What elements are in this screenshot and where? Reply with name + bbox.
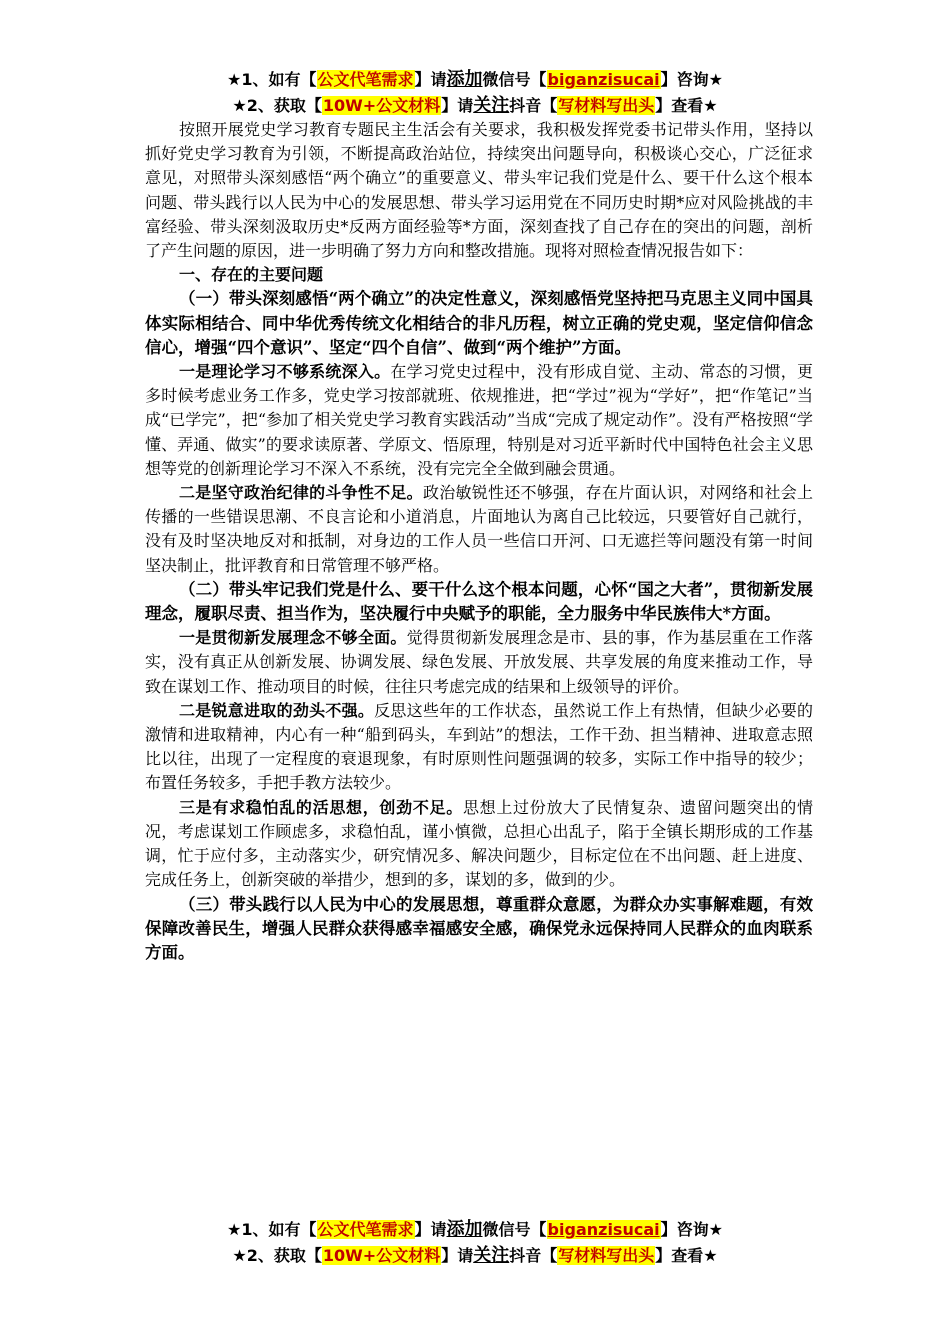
ad-prefix: ★1、如有【: [227, 70, 317, 89]
ad-douyin-name: 写材料写出头: [558, 96, 655, 115]
issue-text: 反思这些年的工作状态，虽然说工作上有热情，但缺少必要的激情和进取精神，内心有一种“船到码头，车到站”的想法，工作干劲、担当精神、进取意志照比以往，出现了一定程度的衰退现象，有时原则性问题强调的较多，实际工作中指导的较少；布置任务较多，手把手教方法较少。: [145, 700, 813, 793]
ad-banner-top-2: [0, 94, 950, 118]
intro-paragraph: 按照开展党史学习教育专题民主生活会有关要求，我积极发挥党委书记带头作用，坚持以抓好党史学习教育为引领，不断提高政治站位，持续突出问题导向，积极谈心交心，广泛征求意见，对照带头深刻感悟“两个确立”的重要意义、带头牢记我们党是什么、要干什么这个根本问题、带头践行以人民为中心的发展思想、带头学习运用党在不同历史时期*应对风险挑战的丰富经验、带头深刻汲取历史*反两方面经验等*方面，深刻查找了自己存在的突出的问题，剖析了产生问题的原因，进一步明确了努力方向和整改措施。现将对照检查情况报告如下：: [145, 120, 813, 261]
ad-text: 微信号【: [482, 1220, 547, 1239]
ad-highlight: 公文代笔需求: [317, 70, 414, 89]
subsection-heading-1: （一）带头深刻感悟“两个确立”的决定性意义，深刻感悟党坚持把马克思主义同中国具体实际相结合、同中华优秀传统文化相结合的非凡历程，树立正确的党史观，坚定信仰信念信心，增强“四个意识”、坚定“四个自信”、做到“两个维护”方面。: [145, 289, 813, 357]
ad-emphasis: 关注: [473, 1245, 510, 1266]
issue-text: 政治敏锐性还不够强，存在片面认识，对网络和社会上传播的一些错误思潮、不良言论和小道消息，片面地认为离自己比较远，只要管好自己就行，没有及时坚决地反对和抵制，对身边的工作人员一些信口开河、口无遮拦等问题没有第一时间坚决制止，批评教育和日常管理不够严格。: [145, 483, 813, 575]
issue-lead: 一是理论学习不够系统深入。: [179, 362, 391, 382]
ad-emphasis: 添加: [446, 1219, 483, 1240]
issue-paragraph-1: [145, 360, 813, 481]
issue-paragraph-5: [145, 796, 813, 893]
ad-text: 】请: [441, 1246, 474, 1265]
ad-prefix: ★2、获取【: [232, 1246, 322, 1265]
issue-paragraph-4: [145, 699, 813, 796]
ad-prefix: ★2、获取【: [232, 96, 322, 115]
ad-suffix: 】咨询★: [660, 1220, 723, 1239]
issue-lead: 一是贯彻新发展理念不够全面。: [179, 628, 407, 648]
document-body: [145, 118, 813, 965]
section-heading: 一、存在的主要问题: [179, 265, 324, 285]
ad-text: 抖音【: [509, 1246, 558, 1265]
issue-paragraph-2: [145, 481, 813, 578]
ad-suffix: 】查看★: [655, 1246, 718, 1265]
ad-suffix: 】咨询★: [660, 70, 723, 89]
ad-banner-top-1: [0, 68, 950, 92]
ad-emphasis: 关注: [473, 95, 510, 116]
issue-text: 觉得贯彻新发展理念是市、县的事，作为基层重在工作落实，没有真正从创新发展、协调发展、绿色发展、开放发展、共享发展的角度来推动工作，导致在谋划工作、推动项目的时候，往往只考虑完成的结果和上级领导的评价。: [145, 628, 813, 696]
ad-wechat-id: biganzisucai: [547, 1220, 660, 1239]
subsection-heading-2: （二）带头牢记我们党是什么、要干什么这个根本问题，心怀“国之大者”，贯彻新发展理念，履职尽责、担当作为，坚决履行中央赋予的职能，全力服务中华民族伟大*方面。: [145, 579, 813, 624]
ad-banner-bottom-2: [0, 1244, 950, 1268]
issue-lead: 三是有求稳怕乱的活思想，创劲不足。: [179, 797, 463, 817]
ad-emphasis: 添加: [446, 69, 483, 90]
issue-lead: 二是坚守政治纪律的斗争性不足。: [179, 483, 423, 503]
ad-text: 微信号【: [482, 70, 547, 89]
ad-text: 】请: [414, 70, 447, 89]
ad-banner-bottom-1: [0, 1218, 950, 1242]
ad-highlight: 10W+公文材料: [322, 1246, 441, 1265]
issue-text: 在学习党史过程中，没有形成自觉、主动、常态的习惯，更多时候考虑业务工作多，党史学习按部就班、依规推进，把“学过”视为“学好”，把“作笔记”当成“已学完”，把“参加了相关党史学习教育实践活动”当成“完成了规定动作”。没有严格按照“学懂、弄通、做实”的要求读原著、学原文、悟原理，特别是对习近平新时代中国特色社会主义思想等党的创新理论学习不深入不系统，没有完完全全做到融会贯通。: [145, 362, 813, 478]
ad-highlight: 公文代笔需求: [317, 1220, 414, 1239]
ad-text: 】请: [414, 1220, 447, 1239]
ad-suffix: 】查看★: [655, 96, 718, 115]
subsection-heading-3: （三）带头践行以人民为中心的发展思想，尊重群众意愿，为群众办实事解难题，有效保障改善民生，增强人民群众获得感幸福感安全感，确保党永远保持同人民群众的血肉联系方面。: [145, 894, 813, 962]
ad-wechat-id: biganzisucai: [547, 70, 660, 89]
ad-text: 抖音【: [509, 96, 558, 115]
issue-text: 思想上过份放大了民情复杂、遗留问题突出的情况，考虑谋划工作顾虑多，求稳怕乱，谨小慎微，总担心出乱子，陷于全镇长期形成的工作基调，忙于应付多，主动落实少，研究情况多、解决问题少，目标定位在不出问题、赶上进度、完成任务上，创新突破的举措少，想到的多，谋划的多，做到的少。: [145, 797, 813, 890]
issue-lead: 二是锐意进取的劲头不强。: [179, 700, 375, 720]
ad-prefix: ★1、如有【: [227, 1220, 317, 1239]
ad-douyin-name: 写材料写出头: [558, 1246, 655, 1265]
issue-paragraph-3: [145, 626, 813, 699]
ad-highlight: 10W+公文材料: [322, 96, 441, 115]
ad-text: 】请: [441, 96, 474, 115]
